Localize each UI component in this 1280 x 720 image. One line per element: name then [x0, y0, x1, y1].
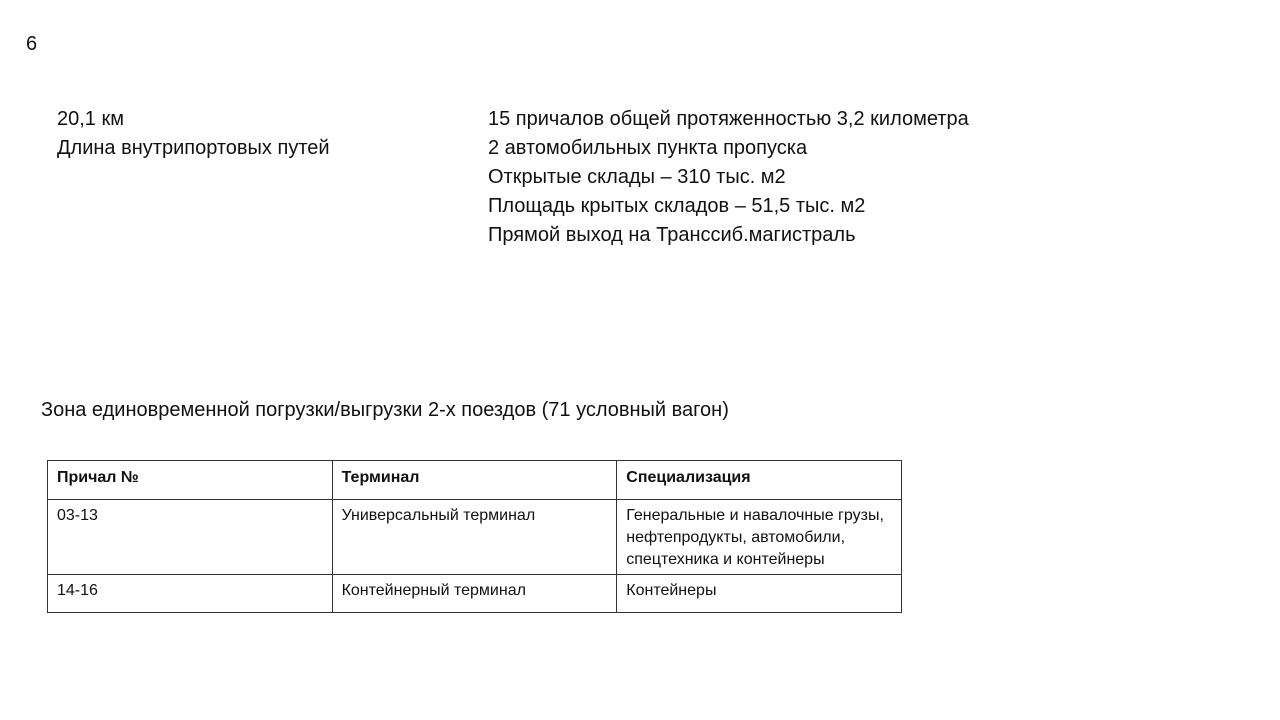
cell-terminal: Контейнерный терминал	[332, 575, 617, 613]
cell-berth-number: 03-13	[48, 500, 333, 575]
tracks-length-label: Длина внутрипортовых путей	[57, 137, 330, 159]
port-tracks-stat	[57, 105, 330, 163]
cell-berth-number: 14-16	[48, 575, 333, 613]
cell-specialization: Контейнеры	[617, 575, 902, 613]
port-facts-list	[488, 105, 969, 250]
fact-covered-warehouses: Площадь крытых складов – 51,5 тыс. м2	[488, 195, 866, 217]
berths-table	[47, 460, 902, 613]
table-header-row	[48, 461, 902, 500]
loading-zone-text: Зона единовременной погрузки/выгрузки 2-х поездов (71 условный вагон)	[41, 399, 729, 421]
table-row	[48, 575, 902, 613]
header-specialization: Специализация	[617, 461, 902, 500]
header-berth-number: Причал №	[48, 461, 333, 500]
fact-open-warehouses: Открытые склады – 310 тыс. м2	[488, 166, 786, 188]
fact-checkpoints: 2 автомобильных пункта пропуска	[488, 137, 808, 159]
tracks-length-value: 20,1 км	[57, 108, 124, 130]
cell-terminal: Универсальный терминал	[332, 500, 617, 575]
fact-berths: 15 причалов общей протяженностью 3,2 километра	[488, 108, 969, 130]
fact-transsib-access: Прямой выход на Транссиб.магистраль	[488, 224, 856, 246]
slide-number: 6	[26, 33, 38, 55]
header-terminal: Терминал	[332, 461, 617, 500]
table-row	[48, 500, 902, 575]
cell-specialization: Генеральные и навалочные грузы, нефтепродукты, автомобили, спецтехника и контейнеры	[617, 500, 902, 575]
